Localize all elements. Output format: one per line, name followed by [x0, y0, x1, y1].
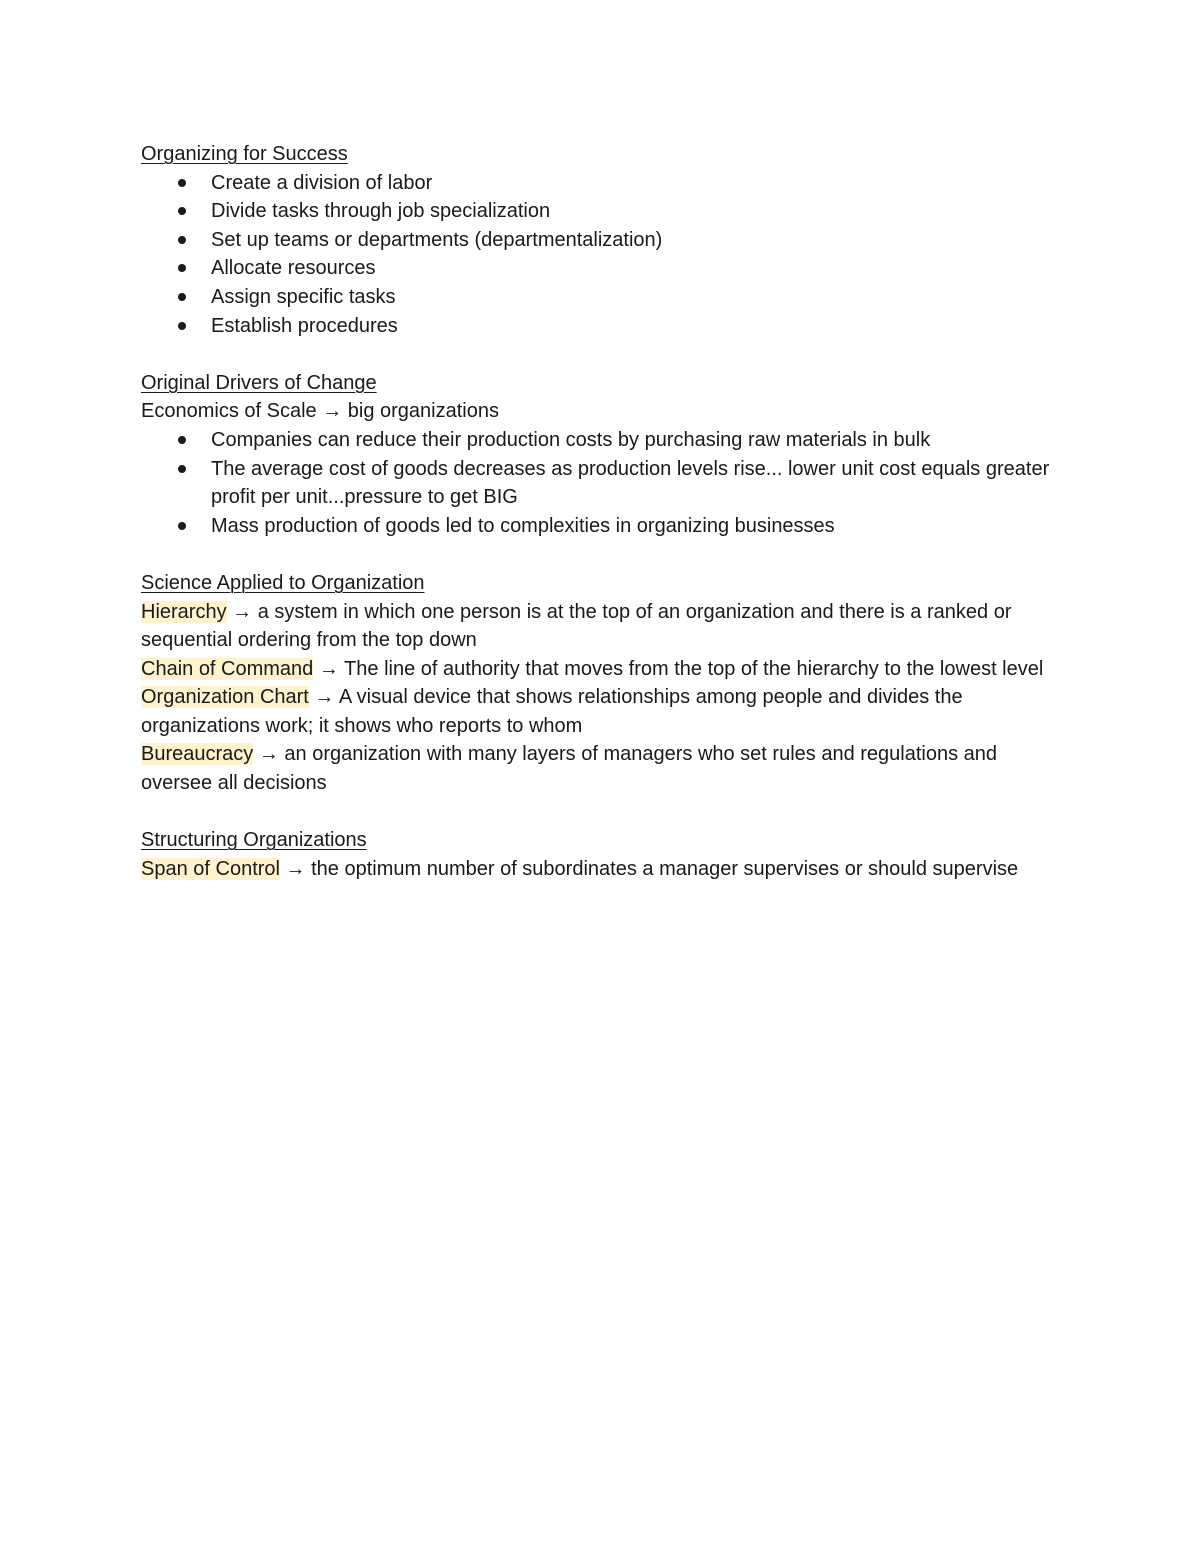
section-original-drivers-of-change	[141, 369, 1061, 541]
definition-text: → a system in which one person is at the top of an organization and there is a ranked or sequential ordering from the top down	[141, 600, 1012, 652]
list-item: Create a division of labor	[211, 169, 1061, 198]
highlighted-term: Hierarchy	[141, 600, 227, 623]
list-item: The average cost of goods decreases as production levels rise... lower unit cost equals greater profit per unit...pressure to get BIG	[211, 455, 1061, 512]
document-page	[141, 140, 1061, 883]
bullet-icon	[178, 436, 186, 444]
bullet-icon	[178, 322, 186, 330]
term-definition	[141, 655, 1061, 684]
list-item: Mass production of goods led to complexities in organizing businesses	[211, 512, 1061, 541]
bullet-list	[141, 169, 1061, 341]
definition-text: → The line of authority that moves from the top of the hierarchy to the lowest level	[313, 657, 1044, 680]
spacer	[141, 798, 1061, 827]
highlighted-term: Organization Chart	[141, 686, 309, 709]
list-item: Assign specific tasks	[211, 283, 1061, 312]
bullet-icon	[178, 236, 186, 244]
section-intro: Economics of Scale → big organizations	[141, 400, 499, 423]
list-item: Establish procedures	[211, 312, 1061, 341]
section-organizing-for-success	[141, 140, 1061, 340]
highlighted-term: Bureaucracy	[141, 743, 254, 766]
term-definition	[141, 740, 1061, 797]
highlighted-term: Chain of Command	[141, 657, 314, 680]
section-heading: Science Applied to Organization	[141, 571, 425, 594]
list-item: Set up teams or departments (departmentalization)	[211, 226, 1061, 255]
list-item: Companies can reduce their production costs by purchasing raw materials in bulk	[211, 426, 1061, 455]
definition-text: → A visual device that shows relationships among people and divides the organizations work; it shows who reports to whom	[141, 686, 963, 737]
term-definition	[141, 683, 1061, 740]
section-science-applied-to-organization	[141, 569, 1061, 798]
definition-text: → the optimum number of subordinates a manager supervises or should supervise	[279, 857, 1019, 880]
spacer	[141, 540, 1061, 569]
bullet-icon	[178, 179, 186, 187]
list-item: Divide tasks through job specialization	[211, 197, 1061, 226]
bullet-icon	[178, 522, 186, 530]
highlighted-term: Span of Control	[141, 857, 280, 880]
term-definition	[141, 855, 1061, 884]
bullet-icon	[178, 293, 186, 301]
section-heading: Organizing for Success	[141, 143, 348, 165]
term-definition	[141, 598, 1061, 655]
list-item: Allocate resources	[211, 254, 1061, 283]
bullet-icon	[178, 465, 186, 473]
bullet-list	[141, 426, 1061, 540]
spacer	[141, 340, 1061, 369]
section-heading: Structuring Organizations	[141, 829, 367, 852]
definition-text: → an organization with many layers of managers who set rules and regulations and oversee all decisions	[141, 743, 998, 795]
bullet-icon	[178, 207, 186, 215]
bullet-icon	[178, 264, 186, 272]
section-structuring-organizations	[141, 826, 1061, 883]
section-heading: Original Drivers of Change	[141, 371, 377, 394]
